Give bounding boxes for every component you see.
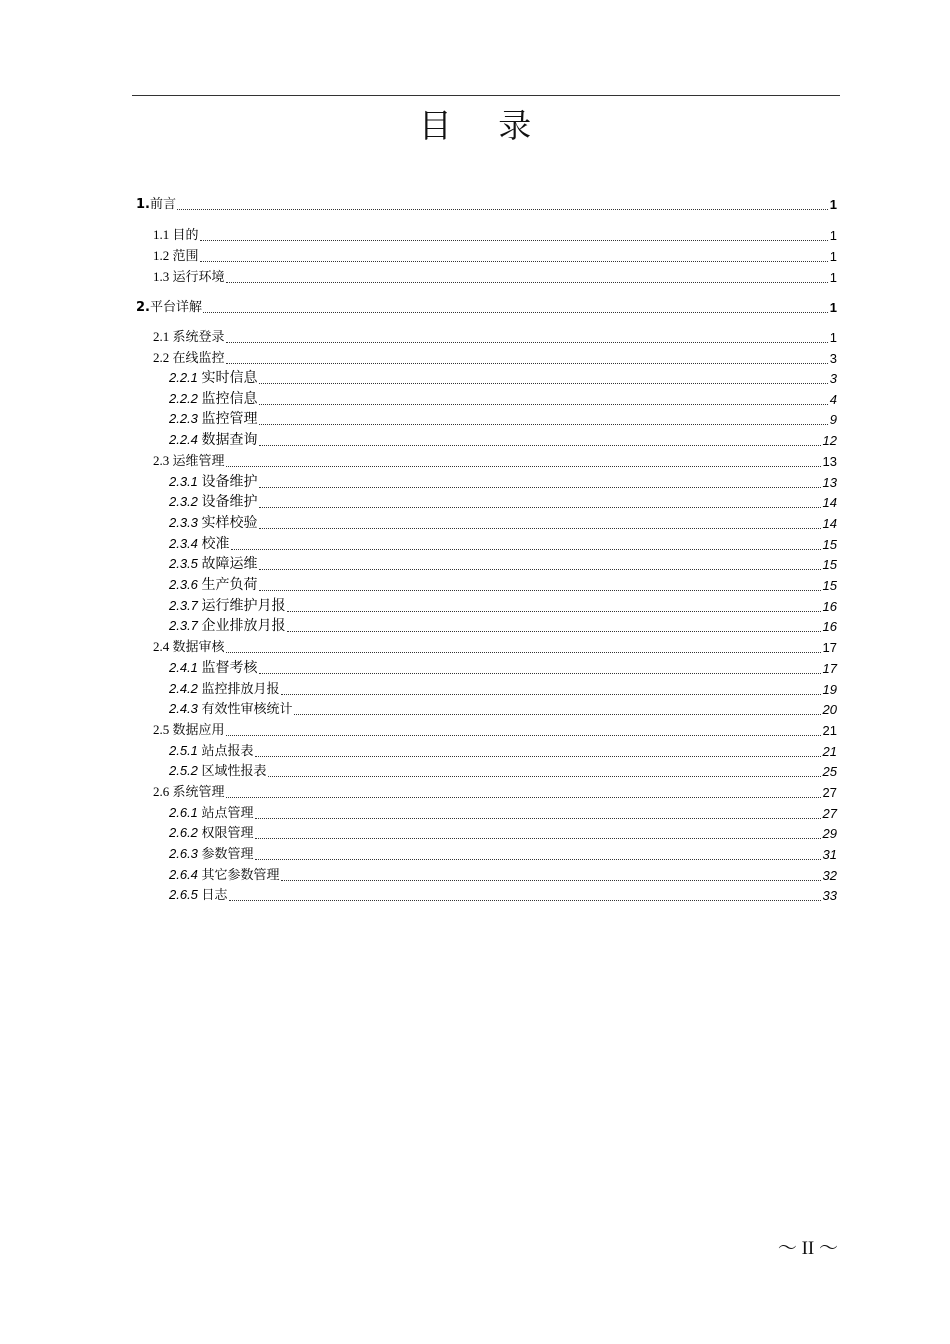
toc-entry[interactable] bbox=[153, 266, 837, 286]
toc-entry-label bbox=[169, 743, 254, 760]
toc-entry-page: 4 bbox=[829, 392, 837, 407]
toc-entry-text: 故障运维 bbox=[201, 556, 258, 572]
toc-entry-label bbox=[169, 515, 258, 532]
toc-dot-leader bbox=[255, 756, 821, 757]
toc-entry-number: 2.6.1 bbox=[169, 805, 202, 820]
toc-entry-page: 29 bbox=[822, 826, 837, 841]
toc-entry-page: 12 bbox=[822, 433, 837, 448]
toc-entry-number: 2.2.2 bbox=[169, 391, 202, 406]
toc-entry-text: 数据应用 bbox=[172, 723, 225, 738]
toc-dot-leader bbox=[226, 466, 821, 467]
toc-entry-text: 设备维护 bbox=[201, 494, 258, 510]
toc-entry[interactable] bbox=[136, 296, 837, 316]
toc-entry-text: 平台详解 bbox=[149, 300, 202, 315]
toc-entry-text: 实时信息 bbox=[201, 370, 258, 386]
toc-entry-text: 在线监控 bbox=[172, 351, 225, 366]
toc-entry-text: 运行维护月报 bbox=[201, 598, 286, 614]
toc-entry-page: 1 bbox=[829, 228, 837, 243]
toc-entry[interactable] bbox=[169, 698, 837, 718]
toc-entry[interactable] bbox=[136, 193, 837, 213]
toc-entry-text: 监督考核 bbox=[201, 660, 258, 676]
toc-entry-label bbox=[169, 494, 258, 511]
toc-dot-leader bbox=[259, 404, 828, 405]
toc-dot-leader bbox=[231, 549, 821, 550]
toc-entry-page: 21 bbox=[822, 723, 837, 738]
toc-entry-text: 校准 bbox=[201, 536, 230, 552]
toc-entry-text: 系统登录 bbox=[172, 330, 225, 345]
toc-dot-leader bbox=[287, 631, 821, 632]
toc-entry-label bbox=[169, 846, 254, 863]
toc-entry-number: 2.4 bbox=[153, 639, 173, 654]
toc-entry-number: 2.5.2 bbox=[169, 763, 202, 778]
toc-entry[interactable] bbox=[169, 471, 837, 491]
toc-entry-text: 生产负荷 bbox=[201, 577, 258, 593]
toc-entry-label bbox=[153, 453, 225, 470]
toc-entry-page: 27 bbox=[822, 785, 837, 800]
toc-dot-leader bbox=[226, 797, 821, 798]
toc-entry-page: 19 bbox=[822, 682, 837, 697]
toc-entry-label bbox=[153, 639, 225, 656]
toc-entry-label bbox=[169, 391, 258, 408]
toc-entry[interactable] bbox=[169, 740, 837, 760]
toc-dot-leader bbox=[255, 838, 821, 839]
toc-entry-number: 2.6.3 bbox=[169, 846, 202, 861]
toc-entry[interactable] bbox=[169, 574, 837, 594]
toc-dot-leader bbox=[200, 240, 828, 241]
toc-dot-leader bbox=[259, 424, 828, 425]
toc-entry-page: 13 bbox=[822, 475, 837, 490]
toc-entry-text: 运行环境 bbox=[172, 270, 225, 285]
toc-entry-text: 监控管理 bbox=[201, 411, 258, 427]
toc-entry-number: 2.2.3 bbox=[169, 411, 202, 426]
toc-entry[interactable] bbox=[169, 843, 837, 863]
toc-entry-page: 15 bbox=[822, 557, 837, 572]
toc-dot-leader bbox=[226, 282, 828, 283]
toc-entry-number: 2.5.1 bbox=[169, 743, 202, 758]
toc-dot-leader bbox=[226, 735, 821, 736]
toc-entry-number: 2.6.5 bbox=[169, 887, 202, 902]
toc-entry-text: 站点报表 bbox=[201, 744, 254, 759]
toc-dot-leader bbox=[229, 900, 821, 901]
toc-entry[interactable] bbox=[169, 367, 837, 387]
toc-entry-number: 2.3.7 bbox=[169, 598, 202, 613]
toc-entry[interactable] bbox=[153, 347, 837, 367]
toc-entry-number: 2.4.2 bbox=[169, 681, 202, 696]
toc-entry-label bbox=[153, 248, 199, 265]
toc-entry[interactable] bbox=[169, 822, 837, 842]
toc-entry-label bbox=[169, 432, 258, 449]
toc-entry[interactable] bbox=[153, 450, 837, 470]
toc-entry-label bbox=[136, 197, 176, 213]
toc-dot-leader bbox=[255, 818, 821, 819]
toc-dot-leader bbox=[287, 611, 821, 612]
toc-entry-number: 2.3 bbox=[153, 453, 173, 468]
toc-entry[interactable] bbox=[153, 245, 837, 265]
toc-dot-leader bbox=[177, 209, 828, 210]
toc-entry-number: 2.2.1 bbox=[169, 370, 202, 385]
toc-entry-page: 1 bbox=[829, 300, 837, 315]
toc-entry-label bbox=[169, 763, 267, 780]
toc-entry-label bbox=[169, 701, 293, 718]
toc-dot-leader bbox=[203, 312, 828, 313]
toc-entry[interactable] bbox=[169, 802, 837, 822]
toc-entry-label bbox=[169, 598, 286, 615]
toc-entry-label bbox=[169, 577, 258, 594]
toc-entry-label bbox=[169, 556, 258, 573]
toc-entry-text: 数据审核 bbox=[172, 640, 225, 655]
toc-entry-text: 权限管理 bbox=[201, 826, 254, 841]
toc-dot-leader bbox=[259, 590, 821, 591]
toc-entry-page: 3 bbox=[829, 371, 837, 386]
toc-entry[interactable] bbox=[169, 615, 837, 635]
toc-entry-number: 2.4.1 bbox=[169, 660, 202, 675]
toc-entry-page: 1 bbox=[829, 197, 837, 212]
toc-entry-label bbox=[153, 329, 225, 346]
toc-entry-page: 1 bbox=[829, 330, 837, 345]
toc-entry-page: 3 bbox=[829, 351, 837, 366]
toc-entry-number: 2.3.5 bbox=[169, 556, 202, 571]
toc-dot-leader bbox=[259, 487, 821, 488]
toc-entry-text: 运维管理 bbox=[172, 454, 225, 469]
toc-entry-page: 31 bbox=[822, 847, 837, 862]
toc-entry-label bbox=[169, 536, 230, 553]
toc-entry-number: 2.4.3 bbox=[169, 701, 202, 716]
toc-entry-number: 2.2 bbox=[153, 350, 173, 365]
toc-entry-label bbox=[169, 887, 228, 904]
toc-entry-number: 2.2.4 bbox=[169, 432, 202, 447]
toc-entry-page: 21 bbox=[822, 744, 837, 759]
toc-entry-page: 16 bbox=[822, 619, 837, 634]
toc-entry-text: 其它参数管理 bbox=[201, 868, 280, 883]
toc-entry-number: 2.5 bbox=[153, 722, 173, 737]
toc-entry-label bbox=[169, 867, 280, 884]
toc-entry-text: 监控排放月报 bbox=[201, 682, 280, 697]
toc-entry-page: 1 bbox=[829, 249, 837, 264]
toc-entry[interactable] bbox=[153, 719, 837, 739]
toc-entry-page: 25 bbox=[822, 764, 837, 779]
toc-entry[interactable] bbox=[169, 760, 837, 780]
toc-entry-page: 14 bbox=[822, 495, 837, 510]
toc-entry[interactable] bbox=[153, 326, 837, 346]
toc-entry-number: 2.1 bbox=[153, 329, 173, 344]
toc-entry[interactable] bbox=[169, 388, 837, 408]
toc-entry-number: 2.6 bbox=[153, 784, 173, 799]
page-title: 目 录 bbox=[418, 106, 550, 145]
toc-entry-number: 2. bbox=[136, 300, 150, 315]
toc-dot-leader bbox=[259, 445, 821, 446]
toc-entry[interactable] bbox=[169, 533, 837, 553]
toc-entry-page: 17 bbox=[822, 661, 837, 676]
toc-entry-text: 站点管理 bbox=[201, 806, 254, 821]
toc-entry-number: 2.3.4 bbox=[169, 536, 202, 551]
toc-entry-page: 27 bbox=[822, 806, 837, 821]
page-number: ～ II ～ bbox=[777, 1238, 838, 1259]
toc-entry-text: 有效性审核统计 bbox=[201, 702, 293, 717]
toc-entry-label bbox=[169, 681, 280, 698]
toc-entry-number: 2.3.7 bbox=[169, 618, 202, 633]
toc-entry-label bbox=[153, 350, 225, 367]
toc-entry-text: 设备维护 bbox=[201, 474, 258, 490]
toc-entry-text: 监控信息 bbox=[201, 391, 258, 407]
toc-entry-label bbox=[169, 660, 258, 677]
toc-entry[interactable] bbox=[169, 884, 837, 904]
toc-dot-leader bbox=[226, 342, 828, 343]
toc-entry[interactable] bbox=[169, 553, 837, 573]
toc-entry-page: 33 bbox=[822, 888, 837, 903]
toc-entry[interactable] bbox=[169, 429, 837, 449]
toc-dot-leader bbox=[259, 673, 821, 674]
toc-entry-page: 14 bbox=[822, 516, 837, 531]
toc-dot-leader bbox=[259, 528, 821, 529]
toc-dot-leader bbox=[200, 261, 828, 262]
toc-dot-leader bbox=[268, 776, 821, 777]
toc-dot-leader bbox=[259, 569, 821, 570]
toc-entry[interactable] bbox=[169, 408, 837, 428]
toc-entry[interactable] bbox=[169, 595, 837, 615]
toc-entry-text: 目的 bbox=[172, 228, 199, 243]
toc-entry-label bbox=[169, 411, 258, 428]
toc-dot-leader bbox=[226, 652, 821, 653]
toc-dot-leader bbox=[255, 859, 821, 860]
toc-entry-label bbox=[153, 784, 225, 801]
toc-entry-text: 数据查询 bbox=[201, 432, 258, 448]
toc-entry-page: 15 bbox=[822, 578, 837, 593]
toc-entry-number: 2.3.6 bbox=[169, 577, 202, 592]
toc-entry-label bbox=[169, 805, 254, 822]
toc-entry[interactable] bbox=[169, 657, 837, 677]
toc-entry-page: 13 bbox=[822, 454, 837, 469]
toc-entry[interactable] bbox=[169, 864, 837, 884]
toc-entry[interactable] bbox=[169, 512, 837, 532]
toc-entry-number: 2.3.1 bbox=[169, 474, 202, 489]
toc-entry-number: 2.6.2 bbox=[169, 825, 202, 840]
toc-entry-page: 9 bbox=[829, 412, 837, 427]
toc-entry-page: 17 bbox=[822, 640, 837, 655]
toc-entry-page: 20 bbox=[822, 702, 837, 717]
toc-entry-text: 企业排放月报 bbox=[201, 618, 286, 634]
toc-dot-leader bbox=[226, 363, 828, 364]
toc-entry-text: 参数管理 bbox=[201, 847, 254, 862]
toc-entry[interactable] bbox=[153, 636, 837, 656]
toc-entry-number: 2.6.4 bbox=[169, 867, 202, 882]
toc-entry-number: 2.3.2 bbox=[169, 494, 202, 509]
toc-dot-leader bbox=[281, 880, 821, 881]
toc-entry-number: 2.3.3 bbox=[169, 515, 202, 530]
toc-entry-label bbox=[169, 825, 254, 842]
toc-entry-number: 1.3 bbox=[153, 269, 173, 284]
header-rule bbox=[132, 95, 840, 96]
toc-entry-text: 前言 bbox=[149, 197, 176, 212]
toc-entry-page: 16 bbox=[822, 599, 837, 614]
toc-entry-page: 15 bbox=[822, 537, 837, 552]
toc-entry[interactable] bbox=[153, 224, 837, 244]
toc-entry-number: 1.1 bbox=[153, 227, 173, 242]
toc-entry-text: 区域性报表 bbox=[201, 764, 267, 779]
toc-dot-leader bbox=[259, 383, 828, 384]
toc-entry-page: 32 bbox=[822, 868, 837, 883]
toc-dot-leader bbox=[281, 694, 821, 695]
toc-entry-number: 1. bbox=[136, 197, 150, 212]
toc-entry-text: 范围 bbox=[172, 249, 199, 264]
toc-entry-page: 1 bbox=[829, 270, 837, 285]
toc-entry-label bbox=[136, 300, 202, 316]
toc-entry-label bbox=[153, 722, 225, 739]
toc-entry-label bbox=[153, 227, 199, 244]
toc-entry-text: 实样校验 bbox=[201, 515, 258, 531]
toc-entry[interactable] bbox=[153, 781, 837, 801]
toc-entry-label bbox=[169, 474, 258, 491]
toc-entry-number: 1.2 bbox=[153, 248, 173, 263]
toc-entry-text: 系统管理 bbox=[172, 785, 225, 800]
toc-entry[interactable] bbox=[169, 678, 837, 698]
toc-entry[interactable] bbox=[169, 491, 837, 511]
toc-entry-label bbox=[169, 370, 258, 387]
toc-entry-label bbox=[169, 618, 286, 635]
toc-entry-text: 日志 bbox=[201, 888, 228, 903]
toc-dot-leader bbox=[259, 507, 821, 508]
toc-dot-leader bbox=[294, 714, 821, 715]
toc-entry-label bbox=[153, 269, 225, 286]
